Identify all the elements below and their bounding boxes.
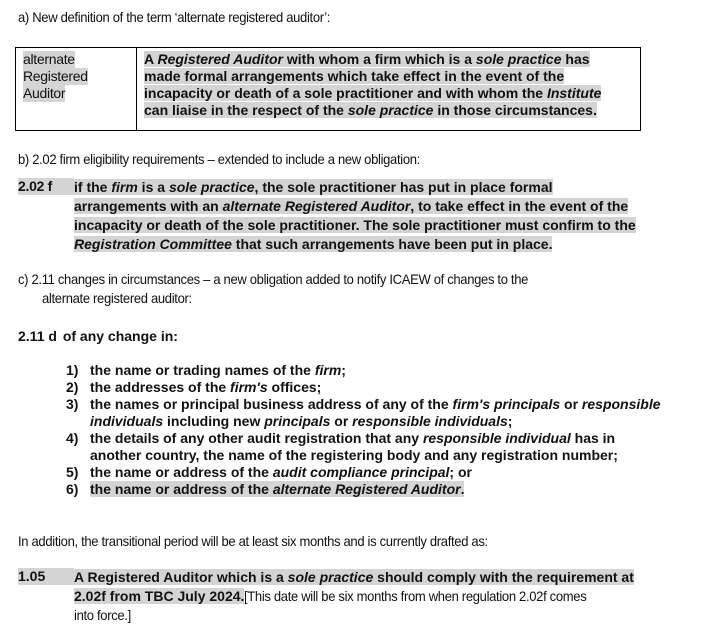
text-run: that such arrangements have been put in place.: [231, 236, 553, 252]
line: [90, 430, 618, 447]
line: [144, 102, 601, 119]
defined-term: firm's principals: [452, 396, 561, 412]
defined-term: Registration Committee: [74, 236, 232, 252]
text-run: should comply with the requirement at: [373, 569, 634, 585]
text-run: or: [560, 396, 582, 412]
definition-text: [144, 51, 601, 119]
defined-term: audit compliance principal: [272, 464, 450, 480]
list-number: 5): [66, 464, 79, 480]
text-run: is a: [137, 179, 169, 195]
defined-term: sole practice: [287, 569, 374, 585]
text-run: another country, the name of the registering body and any registration number;: [90, 447, 618, 463]
list-item-text: [90, 481, 464, 498]
list-item: [66, 396, 661, 430]
clause-number-2-02f: 2.02 f: [18, 178, 74, 195]
defined-term: responsible individual: [422, 430, 571, 446]
text-run: can liaise in the respect of the: [144, 102, 348, 118]
text-run: in those circumstances.: [433, 102, 597, 118]
text-line: [90, 430, 615, 446]
text-run: made formal arrangements which take effect in the event of the: [144, 68, 565, 84]
text-run: A Registered Auditor which is a: [74, 569, 288, 585]
list-number: 2): [66, 379, 79, 395]
text-run: ;: [507, 413, 513, 429]
text-run: if the: [74, 179, 112, 195]
line: [74, 197, 636, 216]
defined-term: Registered Auditor: [157, 51, 283, 67]
defined-term: alternate Registered Auditor: [272, 481, 461, 497]
text-line: [74, 236, 552, 252]
transitional-intro: In addition, the transitional period will be at least six months and is currently drafted as:: [18, 533, 488, 549]
text-run: ;: [341, 362, 346, 378]
line: [144, 85, 601, 102]
text-run: , the sole practitioner has put in place formal: [254, 179, 553, 195]
text-run: with whom a firm which is a: [282, 51, 476, 67]
defined-term: sole practice: [168, 179, 255, 195]
text-line: [74, 179, 553, 195]
defined-term: firm's: [230, 379, 268, 395]
text-line: [90, 396, 661, 412]
clause-text: of any change in:: [62, 328, 178, 344]
clause-number: 2.11 d: [18, 328, 57, 344]
text-line: [74, 217, 636, 233]
defined-term: individuals: [90, 413, 164, 429]
line: [90, 481, 464, 498]
clause-2-02f-text: [74, 178, 636, 254]
text-run: offices;: [267, 379, 322, 395]
defined-term: responsible individuals: [352, 413, 508, 429]
list-item: [66, 481, 661, 498]
text-line: [144, 68, 564, 84]
line: [74, 178, 636, 197]
line: [144, 68, 601, 85]
defined-term: firm: [111, 179, 138, 195]
section-c-heading-line2: alternate registered auditor:: [42, 290, 192, 306]
text-run: the details of any other audit registration that any: [90, 430, 423, 446]
defined-term: principals: [264, 413, 331, 429]
text-line: [90, 362, 346, 378]
term-line: alternate: [23, 51, 75, 67]
section-c-heading-line1: c) 2.11 changes in circumstances – a new obligation added to notify ICAEW of changes to the: [18, 271, 529, 287]
list-item-text: [90, 464, 472, 481]
clause-1-05-line1: [74, 569, 634, 585]
text-run: .: [460, 481, 465, 497]
term-line: Auditor: [23, 85, 66, 101]
section-a-heading: a) New definition of the term ‘alternate registered auditor’:: [18, 9, 331, 25]
list-item: [66, 464, 661, 481]
text-run: the addresses of the: [90, 379, 231, 395]
change-list: [66, 362, 661, 498]
text-line: [74, 198, 628, 214]
line: [90, 464, 472, 481]
clause-number-1-05: 1.05: [18, 568, 74, 585]
text-run: the name or address of the: [90, 481, 273, 497]
clause-number-2-11d: [18, 328, 178, 345]
defined-term: Institute: [546, 85, 602, 101]
list-item: [66, 362, 661, 379]
clause-1-05-note: [This date will be six months from when regulation 2.02f comes: [244, 588, 587, 604]
text-run: has: [561, 51, 590, 67]
defined-term: alternate Registered Auditor: [222, 198, 411, 214]
list-number: 6): [66, 481, 79, 497]
list-item: [66, 430, 661, 464]
list-item: [66, 379, 661, 396]
line: [74, 235, 636, 254]
text-line: [90, 447, 618, 463]
table-column-divider: [136, 48, 137, 130]
section-b-heading: b) 2.02 firm eligibility requirements – extended to include a new obligation:: [18, 151, 420, 167]
defined-term: responsible: [581, 396, 661, 412]
text-run: A: [144, 51, 158, 67]
defined-term: sole practice: [347, 102, 434, 118]
clause-1-05-text: [74, 568, 634, 625]
text-line: [144, 102, 597, 118]
text-line: [90, 413, 512, 429]
definition-term: [23, 51, 88, 102]
text-run: the name or address of the: [90, 464, 273, 480]
list-number: 3): [66, 396, 79, 412]
line: [144, 51, 601, 68]
text-line: [144, 85, 601, 101]
text-line: [90, 464, 472, 480]
text-run: has in: [570, 430, 616, 446]
line: [90, 379, 321, 396]
text-line: [90, 481, 464, 497]
text-line: [144, 51, 590, 67]
list-item-text: [90, 379, 321, 396]
list-number: 4): [66, 430, 79, 446]
text-run: incapacity or death of the sole practitioner. The sole practitioner must confirm to the: [74, 217, 636, 233]
text-run: arrangements with an: [74, 198, 223, 214]
line: [90, 447, 618, 464]
text-run: , to take effect in the event of the: [410, 198, 629, 214]
text-run: or: [330, 413, 353, 429]
text-run: the names or principal business address of any of the: [90, 396, 453, 412]
text-run: the name or trading names of the: [90, 362, 315, 378]
list-number: 1): [66, 362, 79, 378]
definition-table: [15, 47, 641, 131]
defined-term: sole practice: [475, 51, 562, 67]
list-item-text: [90, 430, 618, 464]
clause-1-05-effective-date: 2.02f from TBC July 2024.: [74, 588, 245, 604]
term-line: Registered: [23, 68, 88, 84]
defined-term: firm: [314, 362, 342, 378]
clause-1-05-note-cont: into force.]: [74, 607, 131, 623]
text-line: [90, 379, 321, 395]
line: [74, 216, 636, 235]
line: [90, 396, 661, 413]
line: [90, 362, 346, 379]
text-run: incapacity or death of a sole practitioner and with whom the: [144, 85, 547, 101]
text-run: ; or: [449, 464, 472, 480]
text-run: including new: [163, 413, 265, 429]
list-item-text: [90, 362, 346, 379]
line: [90, 413, 661, 430]
list-item-text: [90, 396, 661, 430]
